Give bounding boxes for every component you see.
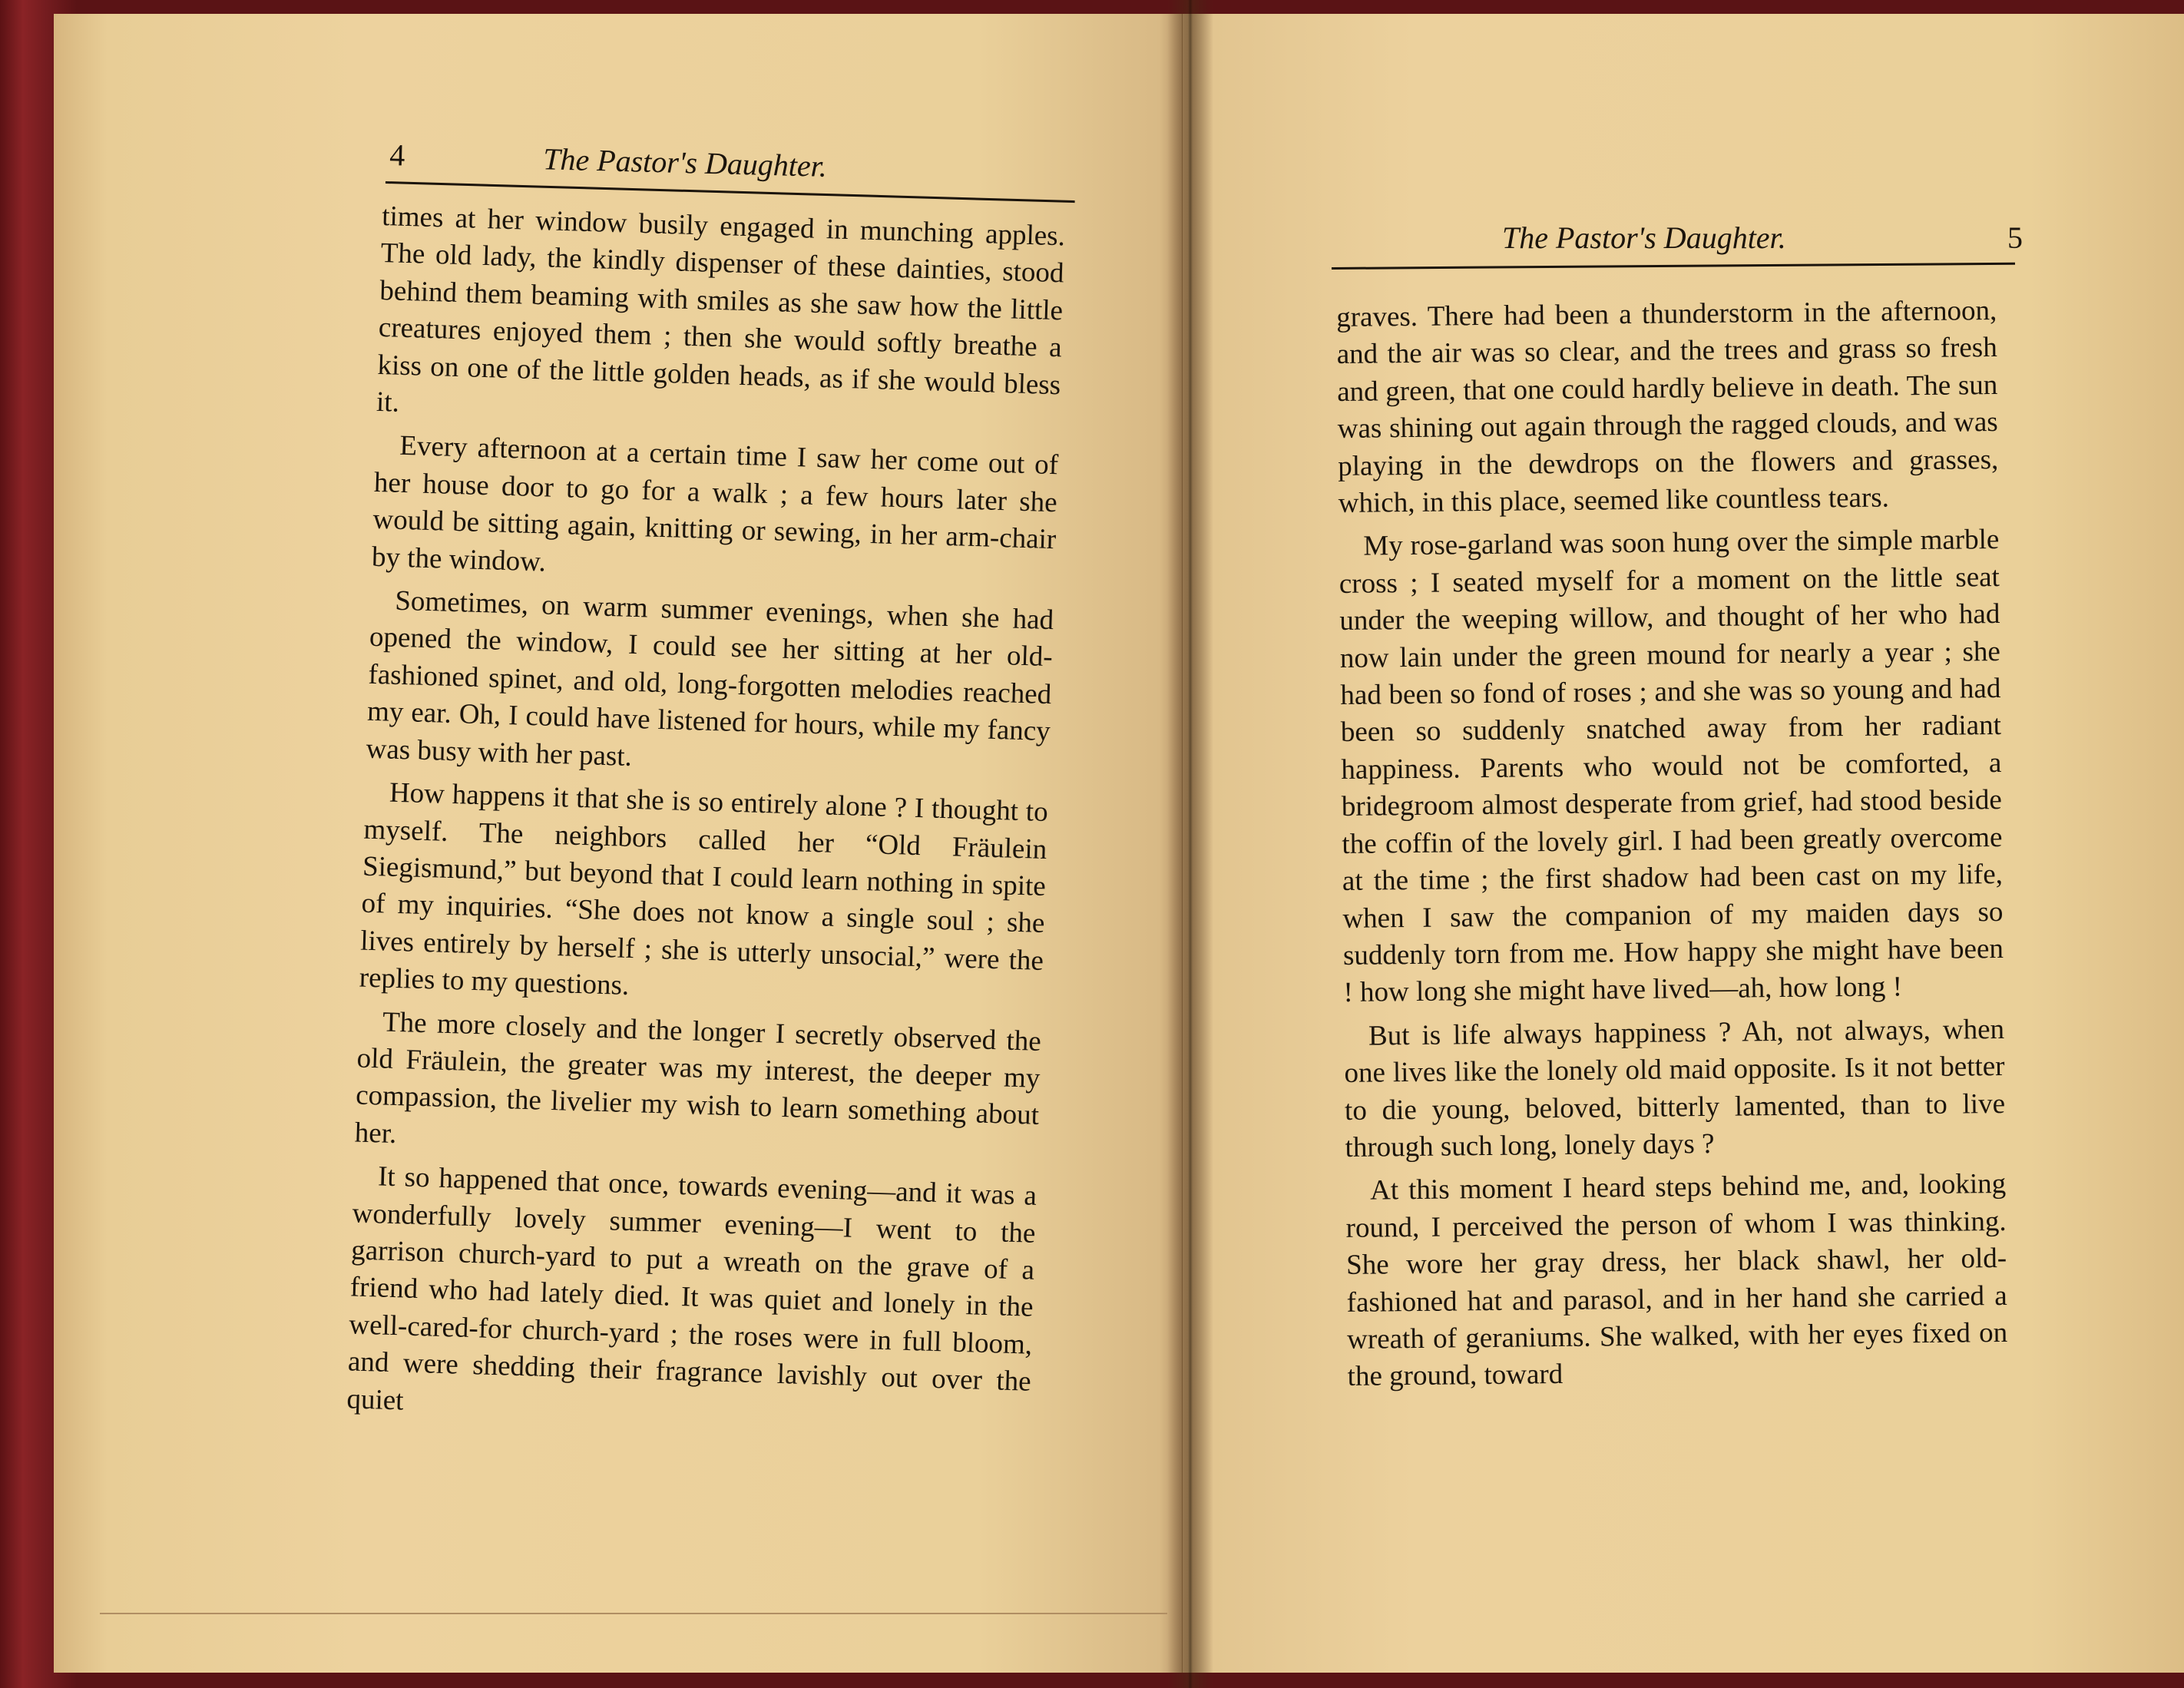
left-page-number: 4 xyxy=(389,137,405,173)
paragraph: How happens it that she is so entirely alone ? I thought to myself. The neighbors called her “Old Fräulein Siegismund,” but beyond that I could learn nothing in spite of my inquiries. “She does not know a single soul ; she lives entirely by herself ; she is utterly unsocial,” were the replies to my questions. xyxy=(359,776,1049,1002)
paragraph: times at her window busily engaged in munching apples. The old lady, the kindly dispenser of these dainties, stood behind them beaming with smiles as she saw how the little creatures enjoyed them ; then she would softly breathe a kiss on one of the little golden heads, as if she would bless it. xyxy=(376,200,1066,419)
right-page xyxy=(1183,14,2184,1673)
left-running-head xyxy=(389,137,828,184)
left-page xyxy=(54,14,1183,1673)
paragraph: My rose-garland was soon hung over the simple marble cross ; I seated myself for a moment on the little seat under the weeping willow, and thought of her who had now lain under the green mound for nearly a year ; she had been so fond of roses ; and she was so young and had been so suddenly snatched away from her radiant happiness. Parents who would not be comforted, a bridegroom almost desperate from grief, had stood beside the coffin of the lovely girl. I had been greatly overcome at the time ; the first shadow had been cast on my life, when I saw the companion of my maiden days so suddenly torn from me. How happy she might have been ! how long she might have lived—ah, how long ! xyxy=(1339,524,2004,1009)
left-header-rule xyxy=(386,181,1075,203)
paragraph: At this moment I heard steps behind me, and, looking round, I perceived the person of whom I was thinking. She wore her gray dress, her black shawl, her old-fashioned hat and parasol, and in her hand she carried a wreath of geraniums. She walked, with her eyes fixed on the ground, toward xyxy=(1345,1168,2008,1393)
right-page-number-wrap xyxy=(2007,220,2023,256)
paragraph: The more closely and the longer I secretly observed the old Fräulein, the greater was my interest, the deeper my compassion, the livelier my wish to learn something about her. xyxy=(354,1006,1042,1150)
book-spread xyxy=(54,0,2184,1688)
paragraph: graves. There had been a thunderstorm in the afternoon, and the air was so clear, and the trees and grass so fresh and green, that one could hardly believe in death. The sun was shining out again through the ragged clouds, and was playing in the dewdrops on the flowers and grasses, which, in this place, seemed like countless tears. xyxy=(1336,294,1999,520)
right-running-title: The Pastor's Daughter. xyxy=(1502,220,1786,255)
right-header-rule xyxy=(1332,263,2015,270)
right-body-text xyxy=(1336,293,2008,1396)
paragraph: But is life always happiness ? Ah, not always, when one lives like the lonely old maid opposite. Is it not better to die young, beloved, bitterly lamented, than to live through such long, lonely days ? xyxy=(1344,1013,2006,1163)
paragraph: Sometimes, on warm summer evenings, when she had opened the window, I could see her sitting at her old-fashioned spinet, and old, long-forgotten melodies reached my ear. Oh, I could have listened for hours, while my fancy was busy with her past. xyxy=(366,584,1054,773)
paragraph: Every afternoon at a certain time I saw her come out of her house door to go for a walk ; a few hours later she would be sitting again, knitting or sewing, in her arm-chair by the window. xyxy=(371,430,1059,578)
left-running-title: The Pastor's Daughter. xyxy=(542,141,828,184)
right-page-number: 5 xyxy=(2007,220,2023,255)
paragraph: It so happened that once, towards evening—and it was a wonderfully lovely summer evening—I went to the garrison church-yard to put a wreath on the grave of a friend who had lately died. It was quiet and lonely in the well-cared-for church-yard ; the roses were in full bloom, and were shedding their fragrance lavishly out over the quiet xyxy=(346,1160,1037,1417)
right-running-title-wrap xyxy=(1502,220,1786,256)
left-body-text xyxy=(346,198,1066,1438)
